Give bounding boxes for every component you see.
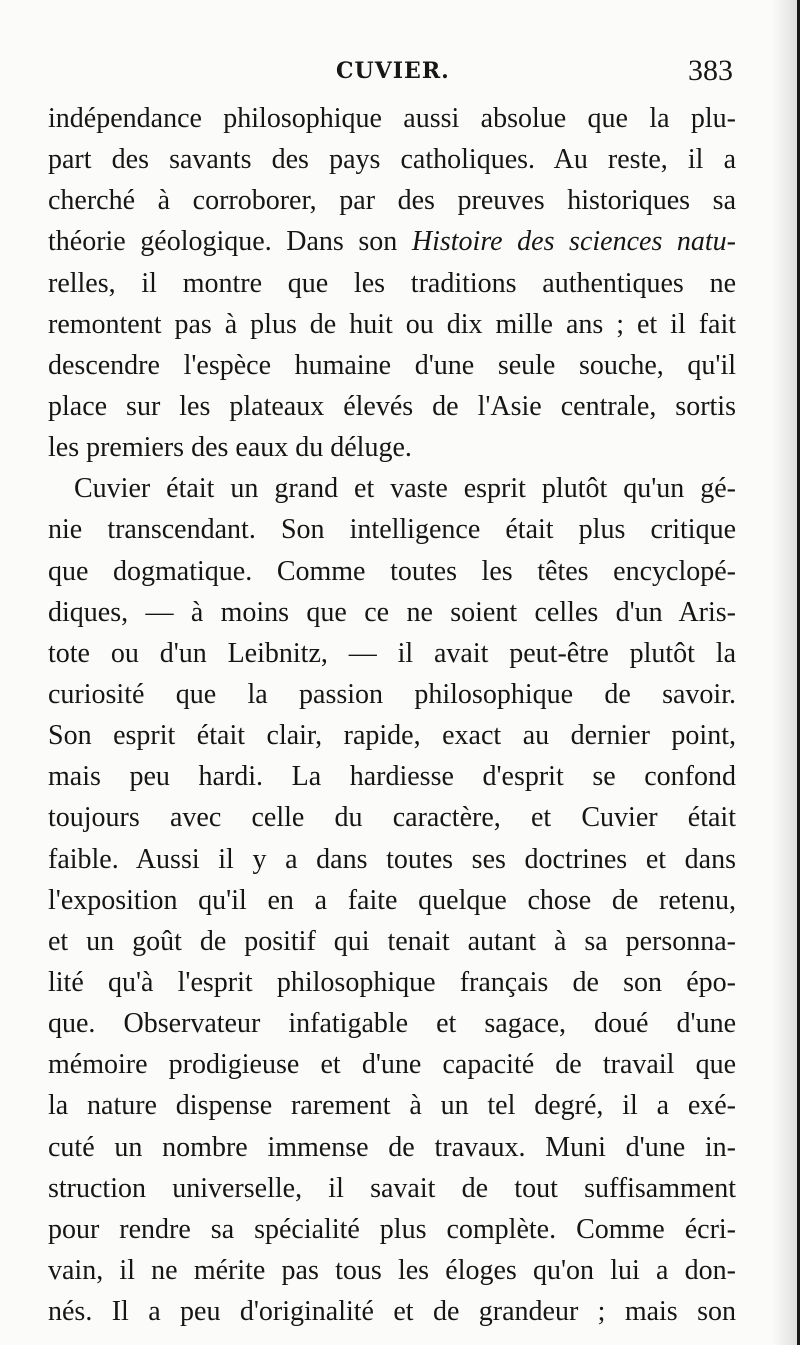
text-line-23: que. Observateur infatigable et sagace, doué d'une [48, 1008, 736, 1040]
text-line-21: et un goût de positif qui tenait autant à sa personna- [48, 925, 736, 957]
running-head: CUVIER. [336, 58, 450, 84]
text-line-24: mémoire prodigieuse et d'une capacité de travail que [48, 1049, 736, 1081]
text-line-12: que dogmatique. Comme toutes les têtes encyclopé- [48, 555, 736, 587]
text-line-9: les premiers des eaux du déluge. [48, 432, 412, 464]
text-line-10: Cuvier était un grand et vaste esprit plutôt qu'un gé- [74, 473, 736, 505]
text-line-1: indépendance philosophique aussi absolue que la plu- [48, 103, 736, 134]
text-line-7: descendre l'espèce humaine d'une seule souche, qu'il [48, 349, 736, 381]
text-line-11: nie transcendant. Son intelligence était plus critique [48, 514, 736, 546]
page-number: 383 [688, 54, 733, 87]
text-line-14: tote ou d'un Leibnitz, — il avait peut-être plutôt la [48, 637, 736, 669]
italic-book-title: Histoire des sciences natu- [411, 226, 737, 258]
page-body-text [48, 98, 736, 1332]
text-line-19: faible. Aussi il y a dans toutes ses doctrines et dans [48, 843, 736, 875]
text-line-4 [48, 221, 736, 262]
text-line-25: la nature dispense rarement à un tel degré, il a exé- [48, 1090, 736, 1122]
text-line-15: curiosité que la passion philosophique de savoir. [48, 678, 736, 710]
text-line-27: struction universelle, il savait de tout suffisamment [48, 1172, 736, 1204]
text-line-6: remontent pas à plus de huit ou dix mille ans ; et il fait [48, 308, 736, 340]
text-line-13: diques, — à moins que ce ne soient celles d'un Aris- [48, 596, 736, 628]
text-line-29: vain, il ne mérite pas tous les éloges qu'on lui a don- [48, 1254, 736, 1286]
page-edge-shadow [771, 0, 797, 1345]
text-line-17: mais peu hardi. La hardiesse d'esprit se confond [48, 761, 736, 793]
text-line-18: toujours avec celle du caractère, et Cuvier était [48, 802, 736, 834]
text-line-22: lité qu'à l'esprit philosophique français de son épo- [48, 966, 736, 998]
text-line-30: nés. Il a peu d'originalité et de grandeur ; mais son [48, 1296, 736, 1328]
text-line-5: relles, il montre que les traditions authentiques ne [48, 267, 736, 299]
page-header [0, 54, 800, 88]
text-line-16: Son esprit était clair, rapide, exact au dernier point, [48, 720, 736, 752]
text-line-3: cherché à corroborer, par des preuves historiques sa [48, 185, 736, 217]
text-line-8: place sur les plateaux élevés de l'Asie centrale, sortis [48, 390, 736, 422]
text-line-2: part des savants des pays catholiques. Au reste, il a [48, 144, 736, 176]
text-line-20: l'exposition qu'il en a faite quelque chose de retenu, [48, 884, 736, 916]
text-line-28: pour rendre sa spécialité plus complète. Comme écri- [48, 1213, 736, 1245]
text-line-4-start: théorie géologique. Dans son [48, 226, 412, 258]
text-line-26: cuté un nombre immense de travaux. Muni d'une in- [48, 1131, 736, 1163]
